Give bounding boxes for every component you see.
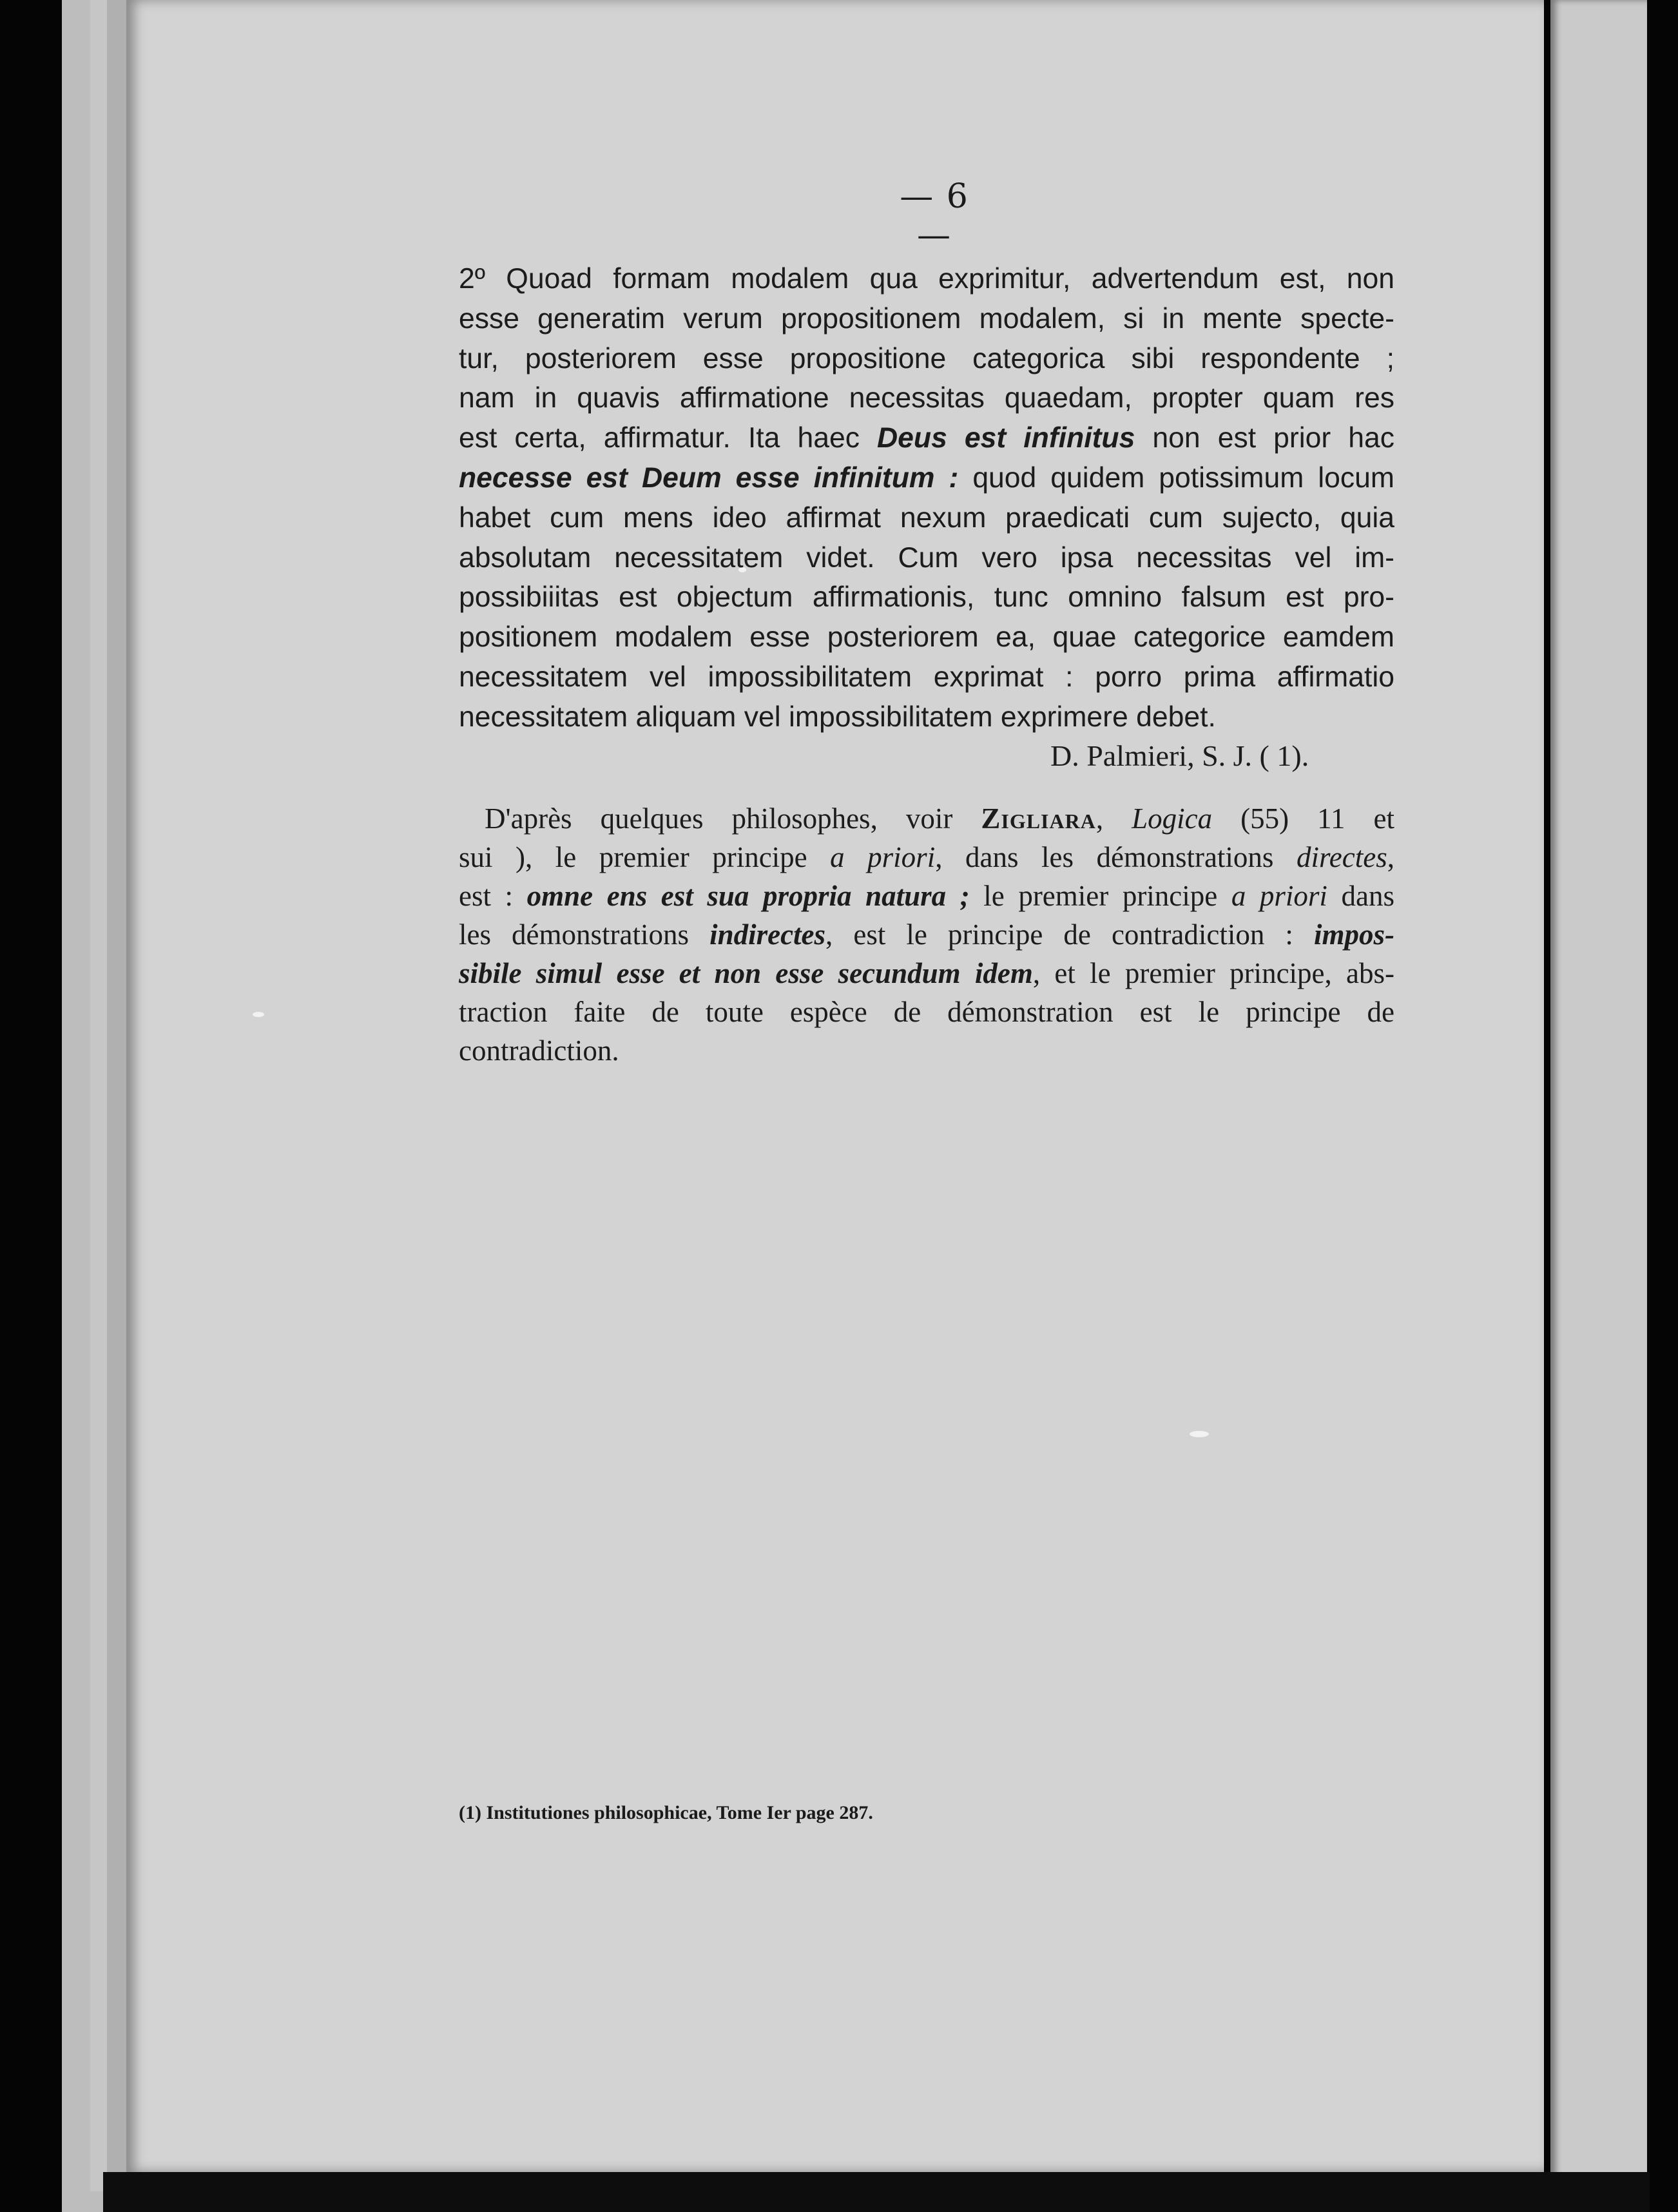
text-line <box>459 877 1394 915</box>
text-run: D'après quelques philosophes, voir <box>485 802 981 835</box>
footnote: (1) Institutiones philosophicae, Tome Ier page 287. <box>459 1802 873 1823</box>
text-run: , <box>1387 841 1394 873</box>
text-line <box>459 954 1394 993</box>
text-run: le premier principe <box>969 880 1231 912</box>
text-line: tur, posteriorem esse propositione categorica sibi respondente ; <box>459 342 1394 374</box>
text-run: non est prior hac <box>1152 422 1394 454</box>
text-run: (55) 11 et <box>1212 802 1394 835</box>
emphasis-text: impos- <box>1313 918 1394 951</box>
page-number: — 6 — <box>900 177 969 255</box>
text-run: , <box>1095 802 1132 835</box>
emphasis-text: directes <box>1296 841 1387 873</box>
work-title: Logica <box>1132 802 1213 835</box>
text-run: dans <box>1327 880 1394 912</box>
text-line <box>459 799 1394 838</box>
emphasis-text: omne ens est sua propria natura ; <box>526 880 970 912</box>
bottom-scan-edge <box>103 2172 1650 2212</box>
text-run: sui ), le premier principe <box>459 841 831 873</box>
page-speck <box>253 1012 264 1017</box>
text-run: les démonstrations <box>459 918 710 951</box>
emphasis-text: sibile simul esse et non esse secundum idem <box>459 957 1033 989</box>
text-line: traction faite de toute espèce de démonstration est le principe de <box>459 996 1394 1028</box>
emphasis-text: a priori <box>830 841 936 873</box>
text-line: positionem modalem esse posteriorem ea, quae categorice eamdem <box>459 621 1394 654</box>
text-line <box>459 458 1394 498</box>
text-run: , et le premier principe, abs- <box>1032 957 1394 989</box>
text-line: habet cum mens ideo affirmat nexum praedicati cum sujecto, quia <box>459 501 1394 534</box>
facing-page-edge <box>1550 0 1647 2212</box>
author-name: Zigliara <box>981 802 1096 835</box>
text-line <box>459 838 1394 877</box>
author-signature: D. Palmieri, S. J. ( 1). <box>1050 739 1309 772</box>
text-line: contradiction. <box>459 1034 619 1067</box>
text-line: nam in quavis affirmatione necessitas quaedam, propter quam res <box>459 382 1394 414</box>
text-run: , est le principe de contradiction : <box>825 918 1314 951</box>
text-line: necessitatem vel impossibilitatem exprimat : porro prima affirmatio <box>459 661 1394 693</box>
text-line: possibiiitas est objectum affirmationis, tunc omnino falsum est pro- <box>459 581 1394 614</box>
emphasis-text: necesse est Deum esse infinitum : <box>459 461 959 494</box>
text-run: est : <box>459 880 527 912</box>
text-run: , dans les démonstrations <box>935 841 1297 873</box>
text-line: absolutam necessitatem videt. Cum vero ipsa necessitas vel im- <box>459 541 1394 574</box>
text-line: esse generatim verum propositionem modalem, si in mente specte- <box>459 302 1394 335</box>
text-line: 2º Quoad formam modalem qua exprimitur, advertendum est, non <box>459 263 1394 295</box>
page-speck <box>1190 1431 1209 1437</box>
emphasis-text: a priori <box>1231 880 1327 912</box>
text-line <box>459 915 1394 954</box>
text-line: necessitatem aliquam vel impossibilitatem exprimere debet. <box>459 701 1216 733</box>
text-run: quod quidem potissimum locum <box>972 461 1394 494</box>
french-paragraph <box>459 799 1394 1070</box>
text-line <box>459 418 1394 458</box>
latin-paragraph <box>459 259 1394 737</box>
emphasis-text: indirectes <box>709 918 826 951</box>
emphasis-text: Deus est infinitus <box>877 422 1135 454</box>
text-run: est certa, affirmatur. Ita haec <box>459 422 860 454</box>
